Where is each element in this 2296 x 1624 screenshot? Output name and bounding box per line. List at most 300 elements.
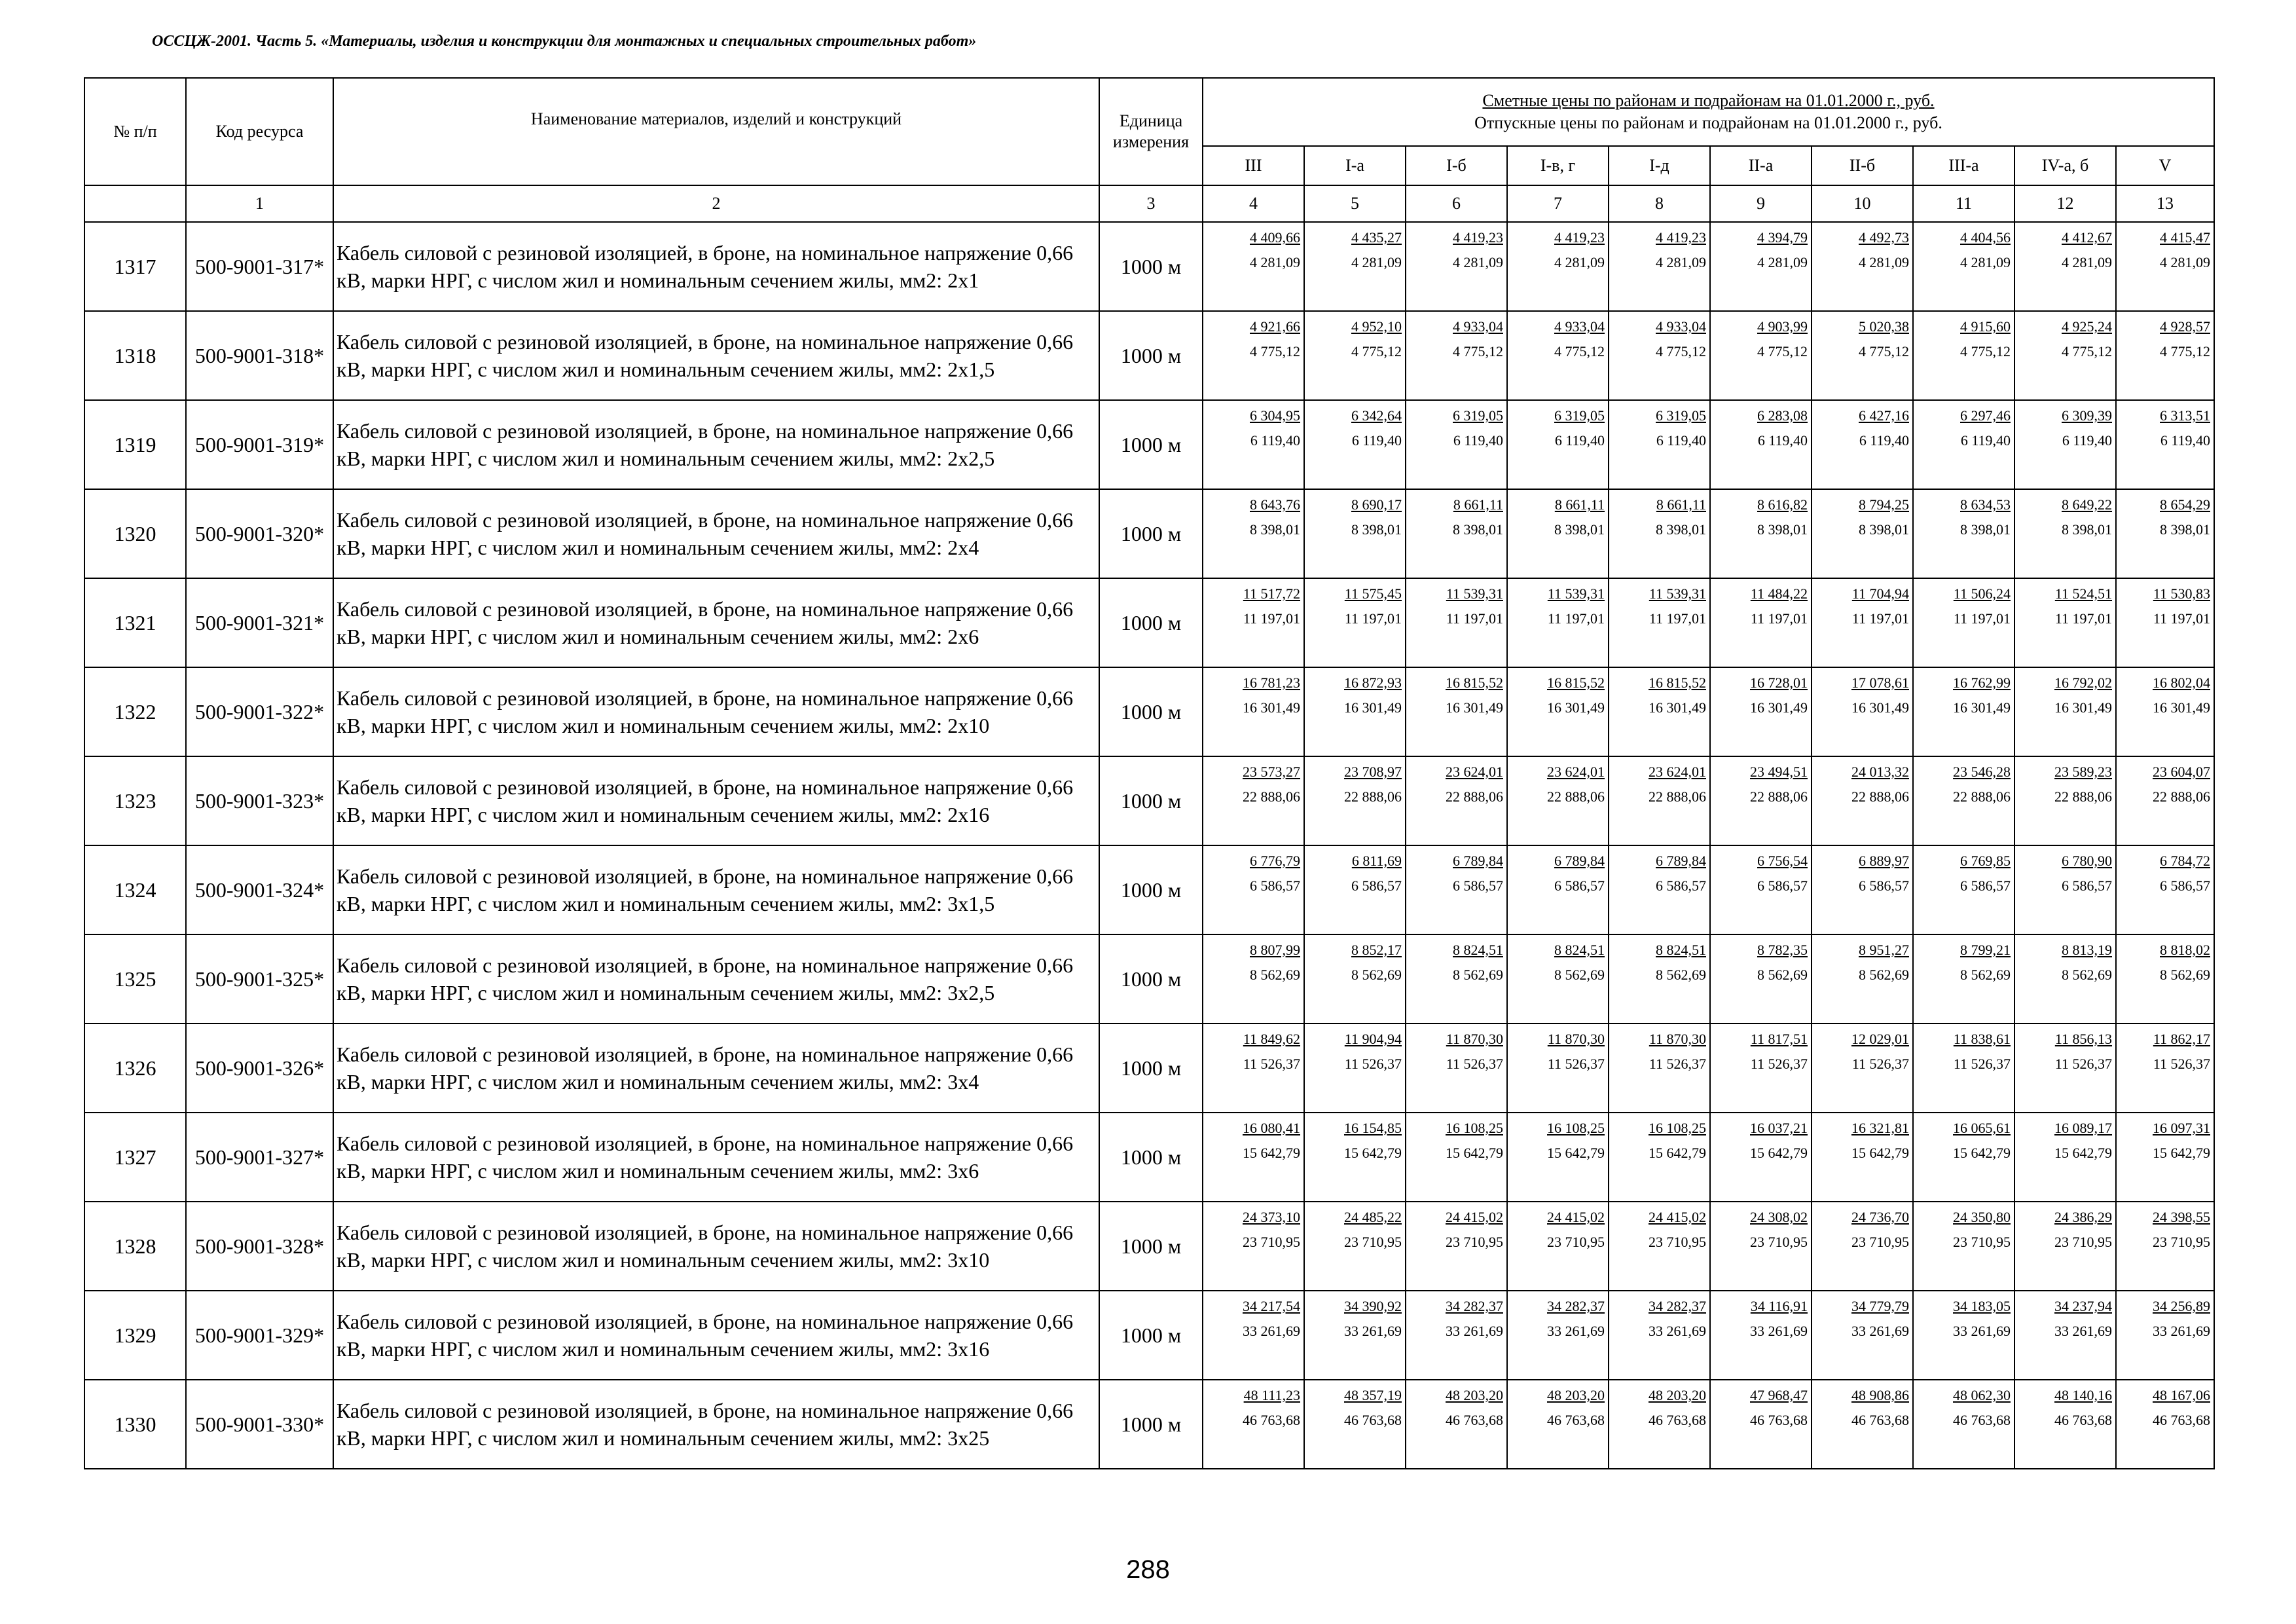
release-price: 8 562,69 <box>2062 967 2112 983</box>
row-number: 1319 <box>84 400 186 489</box>
release-price: 15 642,79 <box>1649 1145 1706 1161</box>
column-number-blank <box>84 185 186 222</box>
release-price: 6 119,40 <box>1859 432 1909 449</box>
estimate-price: 11 838,61 <box>1953 1031 2011 1047</box>
release-price: 22 888,06 <box>1243 788 1300 805</box>
estimate-price: 34 217,54 <box>1243 1298 1300 1314</box>
price-cell <box>1812 1380 1913 1469</box>
release-price: 22 888,06 <box>2153 788 2210 805</box>
release-price: 23 710,95 <box>1243 1234 1300 1250</box>
estimate-price: 23 589,23 <box>2054 764 2112 780</box>
price-cell <box>1812 489 1913 578</box>
price-cell <box>1304 934 1406 1024</box>
price-cell <box>1406 1202 1507 1291</box>
price-cell <box>1304 1380 1406 1469</box>
estimate-price: 4 925,24 <box>2062 318 2112 335</box>
price-cell <box>1203 667 1304 756</box>
estimate-price: 4 404,56 <box>1960 229 2011 246</box>
estimate-price: 8 799,21 <box>1960 942 2011 958</box>
estimate-price: 8 661,11 <box>1453 496 1503 513</box>
price-cell <box>1710 756 1812 845</box>
price-cell <box>1609 489 1710 578</box>
release-price: 8 562,69 <box>2160 967 2210 983</box>
row-number: 1326 <box>84 1024 186 1113</box>
release-price: 8 398,01 <box>2160 521 2210 538</box>
col-header-unit: Единица измерения <box>1099 78 1203 185</box>
release-price: 33 261,69 <box>1446 1323 1503 1339</box>
price-cell <box>2116 756 2214 845</box>
release-price: 23 710,95 <box>2153 1234 2210 1250</box>
col-header-num: № п/п <box>84 78 186 185</box>
row-number: 1327 <box>84 1113 186 1202</box>
release-price: 11 526,37 <box>2054 1056 2112 1072</box>
estimate-price: 16 080,41 <box>1243 1120 1300 1136</box>
price-cell <box>1913 222 2014 311</box>
resource-code: 500-9001-325* <box>186 934 333 1024</box>
price-cell <box>1406 489 1507 578</box>
column-number: 6 <box>1406 185 1507 222</box>
estimate-price: 23 624,01 <box>1547 764 1605 780</box>
release-price: 6 119,40 <box>1757 432 1808 449</box>
release-price: 8 398,01 <box>1351 521 1402 538</box>
release-price: 15 642,79 <box>2153 1145 2210 1161</box>
release-price: 6 119,40 <box>1453 432 1503 449</box>
price-cell <box>1710 400 1812 489</box>
resource-code: 500-9001-327* <box>186 1113 333 1202</box>
estimate-price: 23 494,51 <box>1750 764 1808 780</box>
release-price: 11 197,01 <box>1547 610 1605 627</box>
price-cell <box>1304 400 1406 489</box>
release-price: 11 526,37 <box>1750 1056 1808 1072</box>
release-price: 4 281,09 <box>1656 254 1706 270</box>
release-price: 46 763,68 <box>1446 1412 1503 1428</box>
estimate-price: 6 319,05 <box>1453 407 1503 424</box>
price-cell <box>2116 1291 2214 1380</box>
row-number: 1324 <box>84 845 186 934</box>
unit-of-measure: 1000 м <box>1099 1202 1203 1291</box>
estimate-price: 11 856,13 <box>2054 1031 2112 1047</box>
price-cell <box>1710 667 1812 756</box>
release-price: 8 398,01 <box>1250 521 1300 538</box>
price-cell <box>1203 222 1304 311</box>
release-price: 11 526,37 <box>2153 1056 2210 1072</box>
release-price: 6 586,57 <box>1656 877 1706 894</box>
price-cell <box>1609 222 1710 311</box>
release-price: 46 763,68 <box>2153 1412 2210 1428</box>
release-price: 4 281,09 <box>1757 254 1808 270</box>
prices-title-release: Отпускные цены по районам и подрайонам на 01.01.2000 г., руб. <box>1474 113 1942 132</box>
estimate-price: 4 415,47 <box>2160 229 2210 246</box>
price-cell <box>1304 1291 1406 1380</box>
estimate-price: 11 704,94 <box>1851 585 1909 602</box>
release-price: 33 261,69 <box>1750 1323 1808 1339</box>
release-price: 22 888,06 <box>1344 788 1402 805</box>
estimate-price: 8 852,17 <box>1351 942 1402 958</box>
price-cell <box>1913 400 2014 489</box>
table-row <box>84 489 2214 578</box>
region-header: I-а <box>1304 146 1406 185</box>
release-price: 11 197,01 <box>1344 610 1402 627</box>
estimate-price: 48 062,30 <box>1953 1387 2011 1403</box>
price-cell <box>1507 311 1609 400</box>
release-price: 8 398,01 <box>1554 521 1605 538</box>
price-cell <box>1507 222 1609 311</box>
estimate-price: 6 784,72 <box>2160 853 2210 869</box>
price-table <box>84 77 2215 1469</box>
release-price: 4 775,12 <box>1757 343 1808 360</box>
estimate-price: 24 013,32 <box>1851 764 1909 780</box>
price-cell <box>1609 756 1710 845</box>
estimate-price: 23 573,27 <box>1243 764 1300 780</box>
estimate-price: 12 029,01 <box>1851 1031 1909 1047</box>
release-price: 8 562,69 <box>1859 967 1909 983</box>
column-number: 10 <box>1812 185 1913 222</box>
unit-of-measure: 1000 м <box>1099 578 1203 667</box>
price-cell <box>1609 845 1710 934</box>
estimate-price: 4 409,66 <box>1250 229 1300 246</box>
unit-of-measure: 1000 м <box>1099 1380 1203 1469</box>
estimate-price: 24 386,29 <box>2054 1209 2112 1225</box>
estimate-price: 16 108,25 <box>1547 1120 1605 1136</box>
release-price: 6 586,57 <box>1351 877 1402 894</box>
release-price: 16 301,49 <box>1243 699 1300 716</box>
price-cell <box>2116 845 2214 934</box>
release-price: 6 586,57 <box>2160 877 2210 894</box>
estimate-price: 16 792,02 <box>2054 674 2112 691</box>
table-row <box>84 400 2214 489</box>
estimate-price: 16 781,23 <box>1243 674 1300 691</box>
region-header: V <box>2116 146 2214 185</box>
resource-code: 500-9001-322* <box>186 667 333 756</box>
price-cell <box>2116 400 2214 489</box>
release-price: 33 261,69 <box>1851 1323 1909 1339</box>
price-cell <box>1406 311 1507 400</box>
unit-of-measure: 1000 м <box>1099 934 1203 1024</box>
price-cell <box>2116 1113 2214 1202</box>
estimate-price: 11 530,83 <box>2153 585 2210 602</box>
estimate-price: 8 824,51 <box>1554 942 1605 958</box>
release-price: 23 710,95 <box>1750 1234 1808 1250</box>
release-price: 22 888,06 <box>1547 788 1605 805</box>
unit-of-measure: 1000 м <box>1099 756 1203 845</box>
prices-title-estimate: Сметные цены по районам и подрайонам на 01.01.2000 г., руб. <box>1482 91 1935 110</box>
col-header-name: Наименование материалов, изделий и конструкций <box>333 78 1099 185</box>
estimate-price: 16 872,93 <box>1344 674 1402 691</box>
column-number: 9 <box>1710 185 1812 222</box>
estimate-price: 16 089,17 <box>2054 1120 2112 1136</box>
estimate-price: 4 933,04 <box>1453 318 1503 335</box>
estimate-price: 6 319,05 <box>1656 407 1706 424</box>
estimate-price: 34 282,37 <box>1649 1298 1706 1314</box>
estimate-price: 34 116,91 <box>1750 1298 1808 1314</box>
release-price: 6 586,57 <box>1859 877 1909 894</box>
estimate-price: 48 203,20 <box>1446 1387 1503 1403</box>
price-cell <box>1203 1202 1304 1291</box>
release-price: 4 775,12 <box>1554 343 1605 360</box>
estimate-price: 23 604,07 <box>2153 764 2210 780</box>
page-header: ОССЦЖ-2001. Часть 5. «Материалы, изделия и конструкции для монтажных и специальных строительных работ» <box>152 33 977 50</box>
estimate-price: 8 690,17 <box>1351 496 1402 513</box>
material-name: Кабель силовой с резиновой изоляцией, в броне, на номинальное напряжение 0,66 кВ, марки НРГ, с числом жил и номинальным сечением жилы, мм2: 3х4 <box>333 1024 1099 1113</box>
price-cell <box>1406 578 1507 667</box>
estimate-price: 8 813,19 <box>2062 942 2112 958</box>
release-price: 11 197,01 <box>1851 610 1909 627</box>
estimate-price: 11 484,22 <box>1750 585 1808 602</box>
price-cell <box>2014 1024 2116 1113</box>
estimate-price: 16 037,21 <box>1750 1120 1808 1136</box>
estimate-price: 4 394,79 <box>1757 229 1808 246</box>
estimate-price: 4 933,04 <box>1554 318 1605 335</box>
release-price: 11 526,37 <box>1851 1056 1909 1072</box>
price-cell <box>2014 311 2116 400</box>
price-cell <box>1304 845 1406 934</box>
estimate-price: 8 643,76 <box>1250 496 1300 513</box>
release-price: 22 888,06 <box>2054 788 2112 805</box>
release-price: 8 398,01 <box>2062 521 2112 538</box>
price-cell <box>1812 756 1913 845</box>
price-cell <box>1710 1291 1812 1380</box>
price-cell <box>2014 756 2116 845</box>
release-price: 16 301,49 <box>1851 699 1909 716</box>
region-header: III-а <box>1913 146 2014 185</box>
price-cell <box>2014 489 2116 578</box>
estimate-price: 6 283,08 <box>1757 407 1808 424</box>
estimate-price: 16 728,01 <box>1750 674 1808 691</box>
release-price: 11 526,37 <box>1649 1056 1706 1072</box>
resource-code: 500-9001-329* <box>186 1291 333 1380</box>
row-number: 1325 <box>84 934 186 1024</box>
estimate-price: 23 624,01 <box>1446 764 1503 780</box>
release-price: 4 775,12 <box>1859 343 1909 360</box>
estimate-price: 11 862,17 <box>2153 1031 2210 1047</box>
release-price: 15 642,79 <box>1547 1145 1605 1161</box>
price-cell <box>1507 489 1609 578</box>
page-number: 288 <box>1126 1555 1170 1584</box>
estimate-price: 11 539,31 <box>1446 585 1503 602</box>
estimate-price: 4 419,23 <box>1656 229 1706 246</box>
release-price: 33 261,69 <box>2054 1323 2112 1339</box>
price-cell <box>1913 1113 2014 1202</box>
table-row <box>84 756 2214 845</box>
price-cell <box>1913 578 2014 667</box>
resource-code: 500-9001-323* <box>186 756 333 845</box>
estimate-price: 4 492,73 <box>1859 229 1909 246</box>
row-number: 1330 <box>84 1380 186 1469</box>
release-price: 6 119,40 <box>1351 432 1402 449</box>
resource-code: 500-9001-320* <box>186 489 333 578</box>
release-price: 4 281,09 <box>1859 254 1909 270</box>
price-cell <box>1304 311 1406 400</box>
column-number: 8 <box>1609 185 1710 222</box>
price-cell <box>1304 1024 1406 1113</box>
release-price: 16 301,49 <box>2054 699 2112 716</box>
price-cell <box>1710 934 1812 1024</box>
price-cell <box>1203 400 1304 489</box>
row-number: 1323 <box>84 756 186 845</box>
release-price: 23 710,95 <box>1953 1234 2011 1250</box>
price-cell <box>1812 845 1913 934</box>
price-cell <box>1812 934 1913 1024</box>
release-price: 6 119,40 <box>1554 432 1605 449</box>
table-row <box>84 1202 2214 1291</box>
material-name: Кабель силовой с резиновой изоляцией, в броне, на номинальное напряжение 0,66 кВ, марки НРГ, с числом жил и номинальным сечением жилы, мм2: 2х1 <box>333 222 1099 311</box>
release-price: 15 642,79 <box>1344 1145 1402 1161</box>
estimate-price: 8 824,51 <box>1656 942 1706 958</box>
price-cell <box>1304 756 1406 845</box>
release-price: 11 526,37 <box>1953 1056 2011 1072</box>
estimate-price: 24 308,02 <box>1750 1209 1808 1225</box>
price-cell <box>1812 1202 1913 1291</box>
estimate-price: 11 575,45 <box>1344 585 1402 602</box>
price-cell <box>1913 311 2014 400</box>
material-name: Кабель силовой с резиновой изоляцией, в броне, на номинальное напряжение 0,66 кВ, марки НРГ, с числом жил и номинальным сечением жилы, мм2: 3х10 <box>333 1202 1099 1291</box>
price-cell <box>1406 1291 1507 1380</box>
price-cell <box>1507 1024 1609 1113</box>
estimate-price: 6 776,79 <box>1250 853 1300 869</box>
price-cell <box>1812 1024 1913 1113</box>
release-price: 8 398,01 <box>1960 521 2011 538</box>
release-price: 11 197,01 <box>1649 610 1706 627</box>
estimate-price: 6 889,97 <box>1859 853 1909 869</box>
price-cell <box>1913 845 2014 934</box>
region-header: I-в, г <box>1507 146 1609 185</box>
release-price: 33 261,69 <box>1547 1323 1605 1339</box>
material-name: Кабель силовой с резиновой изоляцией, в броне, на номинальное напряжение 0,66 кВ, марки НРГ, с числом жил и номинальным сечением жилы, мм2: 2х2,5 <box>333 400 1099 489</box>
price-cell <box>1609 1202 1710 1291</box>
release-price: 46 763,68 <box>1344 1412 1402 1428</box>
release-price: 46 763,68 <box>2054 1412 2112 1428</box>
price-cell <box>2116 222 2214 311</box>
estimate-price: 8 824,51 <box>1453 942 1503 958</box>
release-price: 8 398,01 <box>1453 521 1503 538</box>
price-cell <box>1710 1113 1812 1202</box>
table-row <box>84 667 2214 756</box>
price-cell <box>1203 311 1304 400</box>
release-price: 16 301,49 <box>2153 699 2210 716</box>
price-cell <box>2014 1291 2116 1380</box>
material-name: Кабель силовой с резиновой изоляцией, в броне, на номинальное напряжение 0,66 кВ, марки НРГ, с числом жил и номинальным сечением жилы, мм2: 3х1,5 <box>333 845 1099 934</box>
price-cell <box>1609 578 1710 667</box>
release-price: 8 562,69 <box>1757 967 1808 983</box>
estimate-price: 11 539,31 <box>1649 585 1706 602</box>
release-price: 4 775,12 <box>1250 343 1300 360</box>
material-name: Кабель силовой с резиновой изоляцией, в броне, на номинальное напряжение 0,66 кВ, марки НРГ, с числом жил и номинальным сечением жилы, мм2: 3х2,5 <box>333 934 1099 1024</box>
price-cell <box>2116 1024 2214 1113</box>
price-cell <box>1913 1380 2014 1469</box>
release-price: 6 119,40 <box>1656 432 1706 449</box>
release-price: 16 301,49 <box>1446 699 1503 716</box>
column-number: 11 <box>1913 185 2014 222</box>
unit-of-measure: 1000 м <box>1099 400 1203 489</box>
release-price: 15 642,79 <box>2054 1145 2112 1161</box>
price-cell <box>1913 1202 2014 1291</box>
release-price: 4 775,12 <box>1351 343 1402 360</box>
price-cell <box>1304 489 1406 578</box>
release-price: 33 261,69 <box>1953 1323 2011 1339</box>
estimate-price: 16 108,25 <box>1649 1120 1706 1136</box>
unit-of-measure: 1000 м <box>1099 667 1203 756</box>
release-price: 6 119,40 <box>2160 432 2210 449</box>
price-cell <box>1812 667 1913 756</box>
release-price: 8 398,01 <box>1859 521 1909 538</box>
row-number: 1317 <box>84 222 186 311</box>
estimate-price: 11 517,72 <box>1243 585 1300 602</box>
estimate-price: 16 321,81 <box>1851 1120 1909 1136</box>
price-cell <box>1507 1291 1609 1380</box>
estimate-price: 34 256,89 <box>2153 1298 2210 1314</box>
column-number: 7 <box>1507 185 1609 222</box>
price-cell <box>1507 1113 1609 1202</box>
estimate-price: 8 654,29 <box>2160 496 2210 513</box>
release-price: 16 301,49 <box>1547 699 1605 716</box>
price-cell <box>1913 1291 2014 1380</box>
release-price: 8 562,69 <box>1250 967 1300 983</box>
release-price: 11 526,37 <box>1547 1056 1605 1072</box>
price-cell <box>1812 400 1913 489</box>
price-cell <box>1812 578 1913 667</box>
release-price: 33 261,69 <box>1649 1323 1706 1339</box>
unit-of-measure: 1000 м <box>1099 845 1203 934</box>
release-price: 46 763,68 <box>1243 1412 1300 1428</box>
material-name: Кабель силовой с резиновой изоляцией, в броне, на номинальное напряжение 0,66 кВ, марки НРГ, с числом жил и номинальным сечением жилы, мм2: 3х16 <box>333 1291 1099 1380</box>
price-cell <box>1710 311 1812 400</box>
resource-code: 500-9001-328* <box>186 1202 333 1291</box>
release-price: 23 710,95 <box>1649 1234 1706 1250</box>
estimate-price: 34 183,05 <box>1953 1298 2011 1314</box>
estimate-price: 34 779,79 <box>1851 1298 1909 1314</box>
release-price: 6 119,40 <box>1250 432 1300 449</box>
estimate-price: 24 736,70 <box>1851 1209 1909 1225</box>
price-cell <box>2014 578 2116 667</box>
price-cell <box>1609 1024 1710 1113</box>
price-cell <box>1203 1380 1304 1469</box>
price-cell <box>1812 222 1913 311</box>
price-cell <box>1507 1380 1609 1469</box>
row-number: 1329 <box>84 1291 186 1380</box>
price-cell <box>1203 1113 1304 1202</box>
resource-code: 500-9001-318* <box>186 311 333 400</box>
release-price: 16 301,49 <box>1344 699 1402 716</box>
estimate-price: 6 756,54 <box>1757 853 1808 869</box>
price-cell <box>1406 667 1507 756</box>
estimate-price: 24 415,02 <box>1547 1209 1605 1225</box>
estimate-price: 34 237,94 <box>2054 1298 2112 1314</box>
resource-code: 500-9001-326* <box>186 1024 333 1113</box>
price-cell <box>1913 1024 2014 1113</box>
release-price: 15 642,79 <box>1446 1145 1503 1161</box>
estimate-price: 23 708,97 <box>1344 764 1402 780</box>
estimate-price: 6 789,84 <box>1554 853 1605 869</box>
price-cell <box>1507 400 1609 489</box>
estimate-price: 4 419,23 <box>1554 229 1605 246</box>
column-number: 5 <box>1304 185 1406 222</box>
release-price: 23 710,95 <box>1851 1234 1909 1250</box>
price-cell <box>1710 222 1812 311</box>
release-price: 22 888,06 <box>1446 788 1503 805</box>
estimate-price: 8 794,25 <box>1859 496 1909 513</box>
table-row <box>84 578 2214 667</box>
price-cell <box>2014 1380 2116 1469</box>
estimate-price: 48 908,86 <box>1851 1387 1909 1403</box>
unit-of-measure: 1000 м <box>1099 489 1203 578</box>
price-cell <box>1913 667 2014 756</box>
material-name: Кабель силовой с резиновой изоляцией, в броне, на номинальное напряжение 0,66 кВ, марки НРГ, с числом жил и номинальным сечением жилы, мм2: 2х6 <box>333 578 1099 667</box>
estimate-price: 11 849,62 <box>1243 1031 1300 1047</box>
release-price: 6 586,57 <box>1960 877 2011 894</box>
release-price: 15 642,79 <box>1243 1145 1300 1161</box>
price-cell <box>2014 934 2116 1024</box>
price-cell <box>1304 667 1406 756</box>
